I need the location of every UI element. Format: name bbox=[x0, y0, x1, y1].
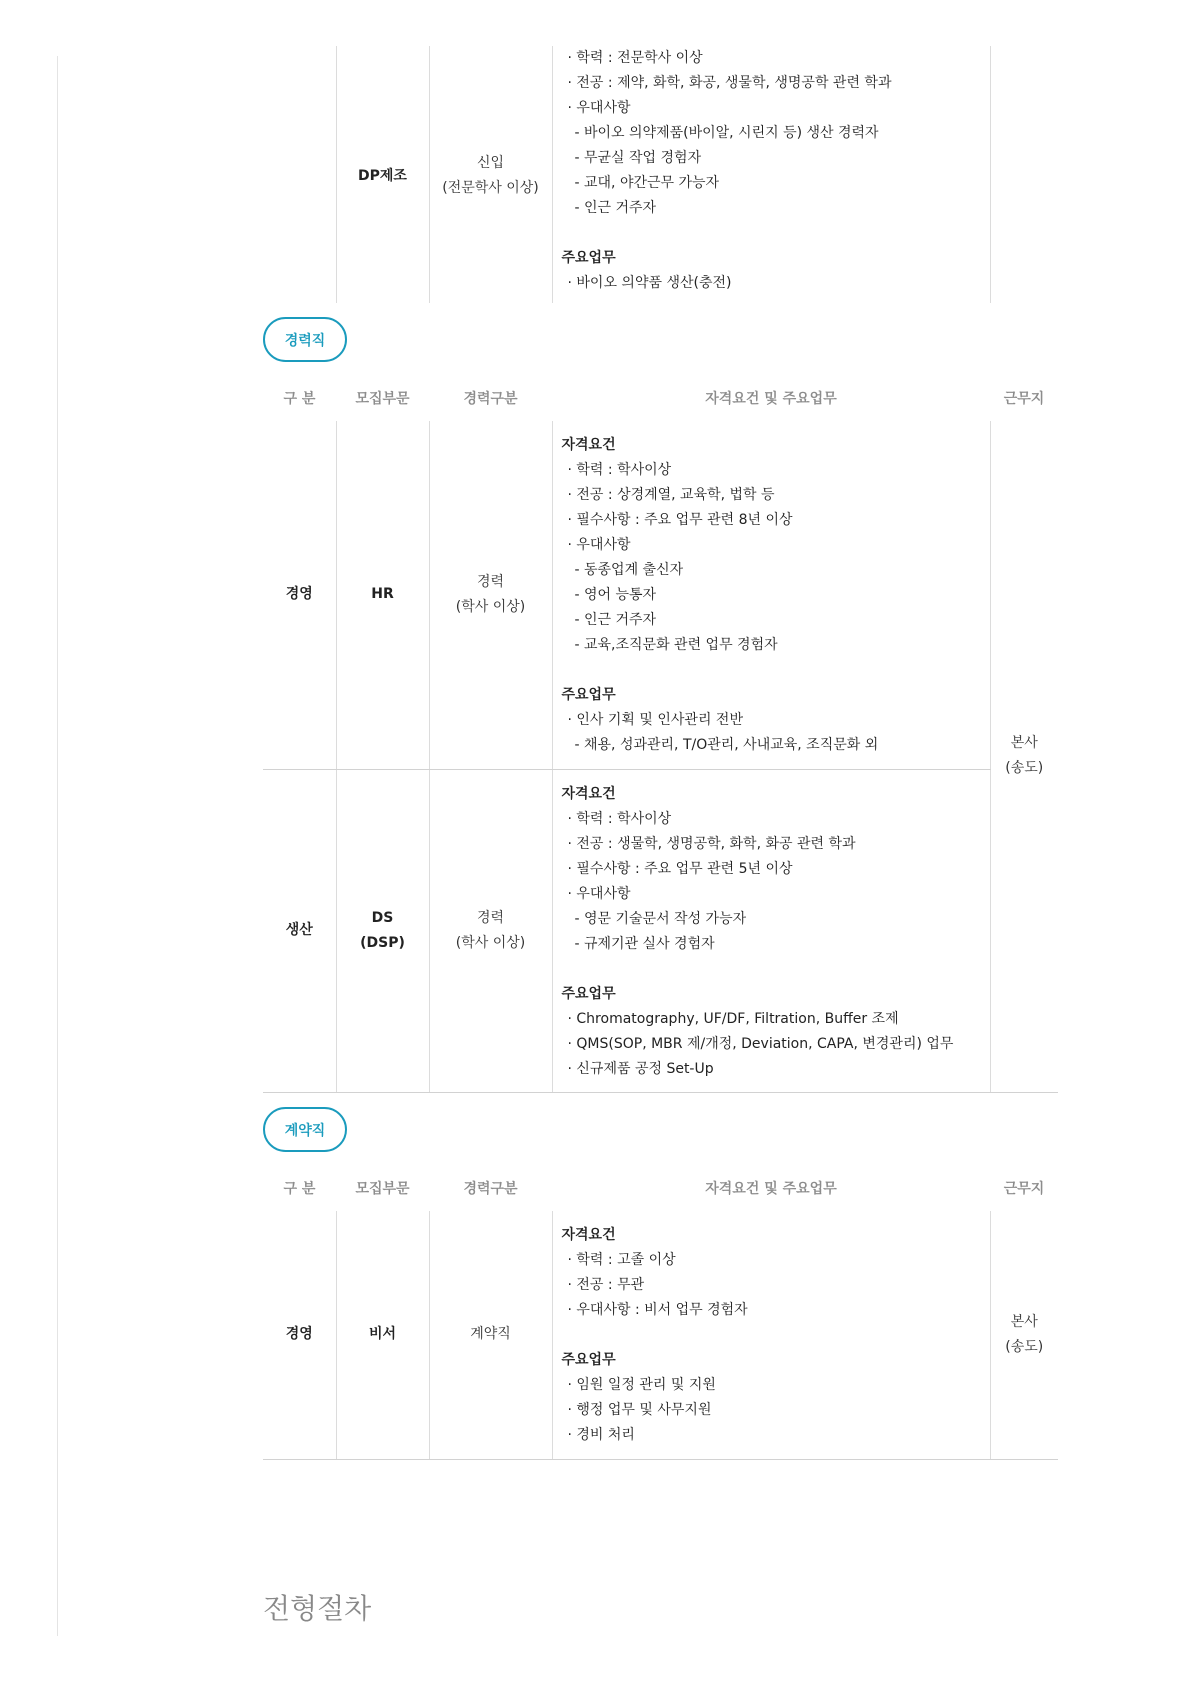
experience-line: (전문학사 이상) bbox=[442, 180, 539, 196]
line-spacer bbox=[562, 221, 982, 246]
table-top-continuation bbox=[263, 46, 1058, 303]
column-header: 근무지 bbox=[1003, 1181, 1045, 1197]
section-title: 전형절차 bbox=[263, 1592, 372, 1625]
requirements-cell bbox=[552, 769, 990, 1092]
recruit-part-cell bbox=[336, 769, 429, 1092]
recruit-part-line: 비서 bbox=[368, 1326, 397, 1343]
table-header-row bbox=[263, 375, 1058, 421]
requirement-line: · 우대사항 bbox=[567, 885, 631, 902]
recruit-part-line: (DSP) bbox=[360, 934, 405, 951]
location-line: 본사 bbox=[1010, 735, 1038, 752]
table-row bbox=[263, 769, 1058, 1092]
contract-type-badge: 계약직 bbox=[263, 1107, 347, 1152]
requirement-line: · 학력 : 전문학사 이상 bbox=[567, 50, 703, 66]
category-cell: 경영 bbox=[263, 1211, 336, 1459]
experience-cell bbox=[429, 769, 552, 1092]
column-header: 구 분 bbox=[283, 391, 316, 407]
requirement-line: - 동종업계 출신자 bbox=[574, 562, 684, 578]
location-cell bbox=[990, 421, 1058, 1092]
career-table bbox=[263, 375, 1058, 1093]
column-header: 자격요건 및 주요업무 bbox=[705, 391, 837, 407]
requirement-line: · 필수사항 : 주요 업무 관련 8년 이상 bbox=[567, 512, 793, 528]
requirement-line: · 학력 : 학사이상 bbox=[567, 810, 672, 827]
requirement-line: - 무균실 작업 경험자 bbox=[574, 150, 702, 166]
column-header: 경력구분 bbox=[463, 391, 518, 407]
requirement-heading: 자격요건 bbox=[561, 437, 616, 453]
experience-cell bbox=[429, 1211, 552, 1459]
requirement-line: · 우대사항 bbox=[567, 100, 631, 116]
requirement-line: · 전공 : 생물학, 생명공학, 화학, 화공 관련 학과 bbox=[567, 835, 856, 852]
experience-cell bbox=[429, 421, 552, 769]
requirement-line: · 학력 : 학사이상 bbox=[567, 462, 672, 478]
requirement-line: · 학력 : 고졸 이상 bbox=[567, 1252, 676, 1268]
requirement-line: · 전공 : 무관 bbox=[567, 1277, 645, 1293]
column-header: 근무지 bbox=[1003, 391, 1045, 407]
requirement-heading: 주요업무 bbox=[561, 687, 616, 703]
requirement-line: - 인근 거주자 bbox=[574, 200, 657, 216]
requirements-cell bbox=[552, 46, 990, 303]
requirement-line: · 우대사항 bbox=[567, 537, 631, 553]
table-row bbox=[263, 421, 1058, 769]
requirement-heading: 주요업무 bbox=[561, 1352, 616, 1368]
location-cell bbox=[990, 46, 1058, 303]
requirement-line: · 전공 : 제약, 화학, 화공, 생물학, 생명공학 관련 학과 bbox=[567, 75, 892, 91]
requirement-heading: 자격요건 bbox=[561, 785, 616, 802]
contract-table bbox=[263, 1165, 1058, 1460]
requirement-line: · 바이오 의약품 생산(충전) bbox=[567, 275, 732, 291]
line-spacer bbox=[562, 957, 982, 982]
column-header: 모집부문 bbox=[355, 1181, 410, 1197]
recruit-part-line: DS bbox=[371, 909, 394, 926]
requirement-line: - 바이오 의약제품(바이알, 시린지 등) 생산 경력자 bbox=[574, 125, 879, 141]
requirement-line: · 경비 처리 bbox=[567, 1427, 635, 1443]
column-header: 경력구분 bbox=[463, 1181, 518, 1197]
requirement-line: - 교육,조직문화 관련 업무 경험자 bbox=[574, 637, 778, 653]
experience-line: (학사 이상) bbox=[455, 934, 526, 951]
requirement-heading: 주요업무 bbox=[561, 250, 616, 266]
category-cell bbox=[263, 46, 336, 303]
requirement-line: - 인근 거주자 bbox=[574, 612, 657, 628]
requirement-line: · Chromatography, UF/DF, Filtration, Buffer 조제 bbox=[567, 1010, 899, 1027]
requirement-line: - 채용, 성과관리, T/O관리, 사내교육, 조직문화 외 bbox=[574, 737, 879, 753]
requirement-line: · 인사 기획 및 인사관리 전반 bbox=[567, 712, 743, 728]
column-header: 모집부문 bbox=[355, 391, 410, 407]
requirement-line: - 영어 능통자 bbox=[574, 587, 657, 603]
career-type-badge: 경력직 bbox=[263, 317, 347, 362]
experience-line: (학사 이상) bbox=[455, 598, 526, 615]
requirement-heading: 자격요건 bbox=[561, 1227, 616, 1243]
recruit-part-cell bbox=[336, 1211, 429, 1459]
requirement-line: · 필수사항 : 주요 업무 관련 5년 이상 bbox=[567, 860, 793, 877]
category-cell: 생산 bbox=[263, 769, 336, 1092]
requirement-line: - 규제기관 실사 경험자 bbox=[574, 935, 715, 952]
requirement-line: · QMS(SOP, MBR 제/개정, Deviation, CAPA, 변경관리) 업무 bbox=[567, 1035, 954, 1052]
requirements-cell bbox=[552, 421, 990, 769]
requirement-line: - 교대, 야간근무 가능자 bbox=[574, 175, 720, 191]
requirement-line: · 전공 : 상경계열, 교육학, 법학 등 bbox=[567, 487, 775, 503]
column-header: 자격요건 및 주요업무 bbox=[705, 1181, 837, 1197]
location-line: 본사 bbox=[1010, 1313, 1038, 1330]
recruit-part-cell bbox=[336, 421, 429, 769]
category-cell: 경영 bbox=[263, 421, 336, 769]
requirement-line: · 임원 일정 관리 및 지원 bbox=[567, 1377, 716, 1393]
experience-cell bbox=[429, 46, 552, 303]
location-line: (송도) bbox=[1005, 760, 1044, 777]
requirement-heading: 주요업무 bbox=[561, 985, 616, 1002]
experience-line: 신입 bbox=[476, 155, 505, 171]
column-header: 구 분 bbox=[283, 1181, 316, 1197]
requirement-line: · 신규제품 공정 Set-Up bbox=[567, 1060, 714, 1077]
requirement-line: · 우대사항 : 비서 업무 경험자 bbox=[567, 1302, 748, 1318]
requirements-cell bbox=[552, 1211, 990, 1459]
line-spacer bbox=[562, 658, 982, 683]
location-line: (송도) bbox=[1005, 1338, 1044, 1355]
location-cell bbox=[990, 1211, 1058, 1459]
requirement-line: · 행정 업무 및 사무지원 bbox=[567, 1402, 712, 1418]
table-row bbox=[263, 1211, 1058, 1459]
experience-line: 경력 bbox=[476, 573, 505, 590]
table-row bbox=[263, 46, 1058, 303]
left-divider-line bbox=[57, 56, 58, 1636]
table-header-row bbox=[263, 1165, 1058, 1211]
experience-line: 계약직 bbox=[470, 1326, 511, 1343]
recruit-part-line: HR bbox=[371, 586, 394, 603]
line-spacer bbox=[562, 1323, 982, 1348]
recruit-part-cell: DP제조 bbox=[336, 46, 429, 303]
experience-line: 경력 bbox=[476, 909, 505, 926]
requirement-line: - 영문 기술문서 작성 가능자 bbox=[574, 910, 747, 927]
